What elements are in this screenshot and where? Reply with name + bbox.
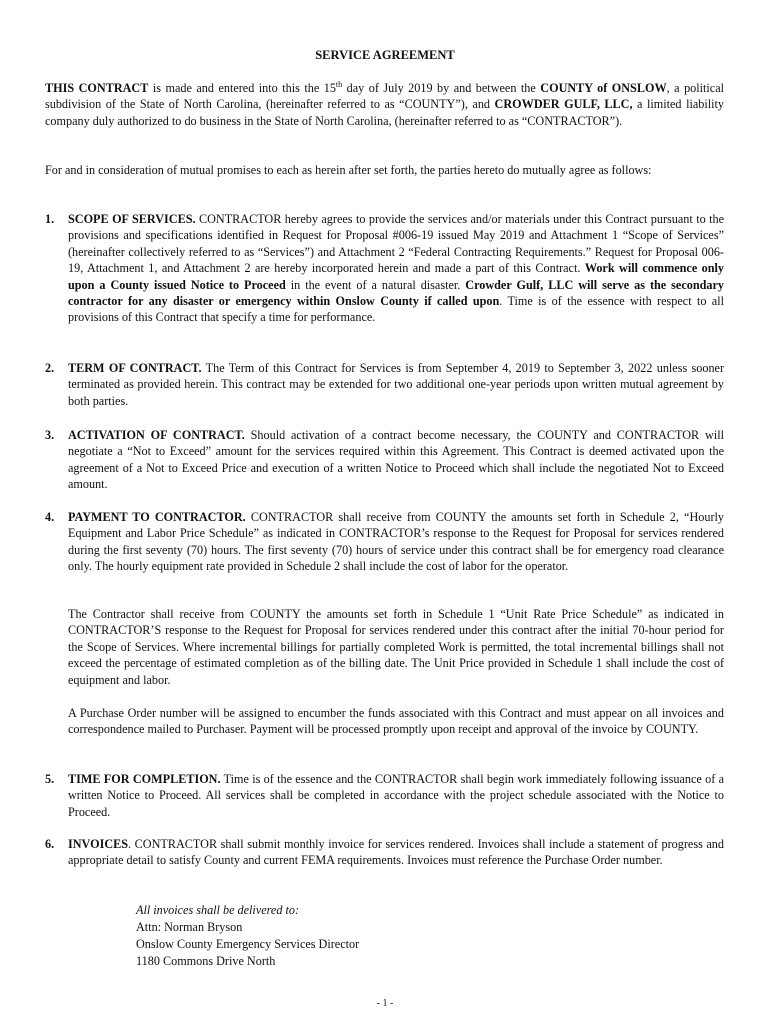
section-payment (45, 509, 724, 575)
page-number: - 1 - (376, 998, 394, 1009)
section-term (45, 360, 724, 409)
document-title: SERVICE AGREEMENT (315, 48, 455, 62)
payment-paragraph-3: A Purchase Order number will be assigned to encumber the funds associated with this Contract and must appear on all invoices and correspondence mailed to Purchaser. Payment will be processed promptly upon receipt and approval of the invoice by COUNTY. (68, 706, 724, 737)
invoice-address-block (136, 902, 359, 970)
section-number: 1. (45, 212, 55, 226)
consideration-paragraph: For and in consideration of mutual promises to each as herein after set forth, the parties hereto do mutually agree as follows: (45, 163, 652, 177)
invoice-address-attn: Attn: Norman Bryson (136, 920, 243, 934)
intro-contractor: CROWDER GULF, LLC, (494, 97, 633, 112)
section-heading: PAYMENT TO CONTRACTOR. (68, 510, 246, 524)
section-text: Should activation of a contract become necessary, the COUNTY and CONTRACTOR will negotiate a “Not to Exceed” amount for the services required within this Agreement. This Contract is deemed activated upon the agreement of a Not to Exceed Price and execution of a written Notice to Proceed which shall include the negotiated Not to Exceed amount. (68, 428, 724, 492)
intro-ordinal: th (335, 79, 343, 89)
intro-text-3: , a political subdivision of the State of North Carolina, (hereinafter referred to as “COUNTY”), and (45, 81, 725, 112)
section-heading: TIME FOR COMPLETION. (68, 772, 221, 786)
intro-text-4: a limited liability company duly authorized to do business in the State of North Carolina, (hereinafter referred to as “CONTRACTOR”). (45, 97, 724, 128)
invoice-address-title: Onslow County Emergency Services Director (136, 937, 360, 951)
intro-text-2: day of July 2019 by and between the (342, 81, 541, 95)
section-text: CONTRACTOR shall receive from COUNTY the amounts set forth in Schedule 2, “Hourly Equipment and Labor Price Schedule” as indicated in CONTRACTOR’s response to the Request for Proposal for services rendered during the first seventy (70) hours. The first seventy (70) hours of service under this contract shall be for emergency road clearance only. The hourly equipment rate provided in Schedule 2 shall include the cost of labor for the operator. (68, 510, 724, 574)
section-scope (45, 211, 724, 326)
section-bold-text: Crowder Gulf, LLC will serve as the secondary contractor for any disaster or emergency within Onslow County if called upon (68, 277, 724, 309)
section-number: 5. (45, 772, 55, 786)
section-text: . CONTRACTOR shall submit monthly invoice for services rendered. Invoices shall include a statement of progress and appropriate detail to satisfy County and current FEMA requirements. Invoices must reference the Purchase Order number. (68, 837, 724, 868)
section-completion (45, 771, 724, 820)
section-heading: INVOICES (68, 837, 129, 851)
section-number: 4. (45, 510, 55, 524)
intro-county: COUNTY of ONSLOW (540, 81, 667, 95)
section-text: CONTRACTOR hereby agrees to provide the services and/or materials under this Contract pursuant to the provisions and specifications identified in Request for Proposal #006-19 issued May 2019 and Attachment 1 “Scope of Services” (hereinafter collectively referred to as “Services”) and Attachment 2 “Federal Contracting Requirements.” Request for Proposal 006-19, Attachment 1, and Attachment 2 are hereby incorporated herein and made a part of this Contract. (68, 212, 724, 276)
section-activation (45, 427, 724, 493)
section-number: 6. (45, 837, 55, 851)
section-bold-text: Work will commence only upon a County issued Notice to Proceed (68, 261, 725, 292)
section-text: . Time is of the essence with respect to all provisions of this Contract that specify a time for performance. (68, 294, 724, 325)
section-text: The Term of this Contract for Services is from September 4, 2019 to September 3, 2022 unless sooner terminated as provided herein. This contract may be extended for two additional one-year periods upon written mutual agreement by both parties. (68, 361, 725, 408)
section-heading: TERM OF CONTRACT. (68, 361, 202, 375)
invoice-address-intro: All invoices shall be delivered to: (136, 903, 300, 917)
invoice-address-street: 1180 Commons Drive North (136, 954, 276, 968)
payment-paragraph-2: The Contractor shall receive from COUNTY the amounts set forth in Schedule 1 “Unit Rate Price Schedule” as indicated in CONTRACTOR’S response to the Request for Proposal for services rendered under this contract after the initial 70-hour period for the Scope of Services. Where incremental billings for partially completed Work is permitted, the total incremental billings shall not exceed the percentage of estimated completion as of the billing date. The Unit Price provided in Schedule 1 shall include the cost of equipment and labor. (68, 607, 724, 687)
section-number: 3. (45, 428, 55, 442)
section-number: 2. (45, 361, 55, 375)
section-text: in the event of a natural disaster. (285, 277, 466, 292)
intro-text-1: is made and entered into this the 15 (148, 81, 336, 95)
section-heading: ACTIVATION OF CONTRACT. (68, 428, 245, 442)
section-text: Time is of the essence and the CONTRACTOR shall begin work immediately following issuance of a written Notice to Proceed. All services shall be completed in accordance with the project schedule associated with the Notice to Proceed. (68, 772, 725, 819)
section-invoices (45, 836, 724, 869)
intro-lead: THIS CONTRACT (45, 81, 149, 95)
intro-paragraph (45, 80, 724, 129)
section-heading: SCOPE OF SERVICES. (68, 212, 196, 226)
